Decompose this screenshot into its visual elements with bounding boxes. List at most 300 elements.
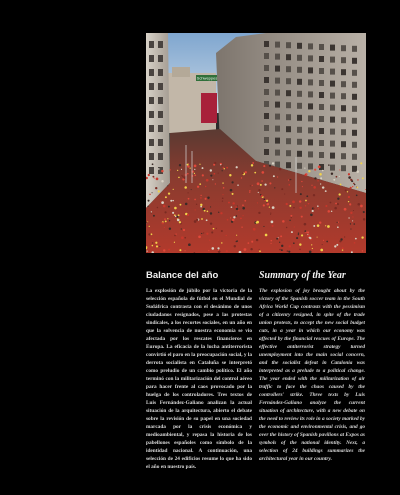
crowd-speck xyxy=(234,245,236,247)
crowd-speck xyxy=(337,226,339,228)
window xyxy=(297,127,302,133)
crowd-speck xyxy=(249,190,250,191)
crowd-speck xyxy=(363,218,365,220)
crowd-speck xyxy=(261,180,263,182)
crowd-speck xyxy=(237,184,239,186)
crowd-speck xyxy=(236,215,238,217)
window xyxy=(275,102,280,108)
crowd-speck xyxy=(205,186,206,187)
crowd-speck xyxy=(264,184,266,186)
window xyxy=(330,117,335,123)
window xyxy=(149,97,154,104)
crowd-speck xyxy=(348,173,350,175)
window xyxy=(158,97,163,104)
crowd-speck xyxy=(187,165,189,167)
window xyxy=(149,139,154,146)
crowd-speck xyxy=(279,242,280,243)
crowd-speck xyxy=(299,200,301,202)
crowd-speck xyxy=(328,164,330,166)
crowd-speck xyxy=(330,202,332,204)
crowd-speck xyxy=(163,249,165,251)
crowd-speck xyxy=(158,168,160,170)
crowd-speck xyxy=(270,214,271,215)
window xyxy=(275,138,280,144)
crowd-speck xyxy=(348,217,349,218)
crowd-speck xyxy=(337,198,339,200)
crowd-speck xyxy=(180,204,182,206)
window xyxy=(149,111,154,118)
crowd-speck xyxy=(206,179,209,182)
crowd-speck xyxy=(325,205,327,207)
crowd-speck xyxy=(207,196,209,198)
crowd-speck xyxy=(317,237,318,238)
crowd-speck xyxy=(194,173,195,174)
window xyxy=(264,113,269,119)
crowd-speck xyxy=(147,206,148,207)
crowd-speck xyxy=(334,245,336,247)
window xyxy=(308,115,313,121)
crowd-speck xyxy=(263,204,265,206)
window xyxy=(352,154,357,160)
crowd-speck xyxy=(313,208,315,210)
crowd-speck xyxy=(181,175,182,176)
crowd-speck xyxy=(293,242,295,244)
english-body: The explosion of joy brought about by the victory of the Spanish soccer team in the South Africa World Cup contrasts with the pessimism of a citizenry resigned, in spite of the trade union protests, to accept the new social budget cuts, in a year in which our economy was affected by the financial rescues of Europe. The effective antiterrorist strategy turned unemployment into the main social concern, and the socialist defeat in Catalonia was interpreted as a prelude to a political change. The year ended with the militarization of air traffic to face the chaos caused by the controllers' strike. Three texts by Luis Fernández-Galiano analyze the current situation of architecture, with a new debate on the need to review its role in a society marked by the economic and environmental crisis, and go over the history of Spanish pavilions at Expos as symbols of the national identity. Next, a selection of 24 buildings summarizes the architectural year in our country. xyxy=(259,288,365,462)
crowd-speck xyxy=(196,204,197,205)
crowd-speck xyxy=(349,203,351,205)
crowd-speck xyxy=(266,202,267,203)
window xyxy=(286,126,291,132)
crowd-speck xyxy=(249,192,250,193)
window xyxy=(352,106,357,112)
window xyxy=(308,67,313,73)
crowd-speck xyxy=(197,186,199,188)
crowd-speck xyxy=(304,168,305,169)
crowd-speck xyxy=(258,189,260,191)
crowd-speck xyxy=(270,243,271,244)
crowd-speck xyxy=(307,234,308,235)
crowd-speck xyxy=(245,171,247,173)
crowd-speck xyxy=(216,228,217,229)
crowd-speck xyxy=(242,204,244,206)
crowd-speck xyxy=(194,165,197,168)
crowd-speck xyxy=(196,219,198,221)
photo-illustration xyxy=(146,33,366,253)
crowd-speck xyxy=(261,195,263,197)
crowd-speck xyxy=(339,169,340,170)
crowd-speck xyxy=(206,219,208,221)
window xyxy=(264,137,269,143)
crowd-speck xyxy=(210,175,212,177)
crowd-speck xyxy=(244,200,246,202)
crowd-speck xyxy=(336,176,338,178)
window xyxy=(264,65,269,71)
crowd-speck xyxy=(313,186,316,189)
crowd-speck xyxy=(215,183,216,184)
crowd-speck xyxy=(178,214,180,216)
crowd-speck xyxy=(173,189,174,190)
crowd-speck xyxy=(155,242,157,244)
crowd-speck xyxy=(334,207,337,210)
crowd-speck xyxy=(205,198,207,200)
crowd-speck xyxy=(301,234,303,236)
crowd-speck xyxy=(338,193,340,195)
crowd-speck xyxy=(353,223,355,225)
crowd-speck xyxy=(269,165,271,167)
window xyxy=(330,165,335,171)
crowd-speck xyxy=(158,190,160,192)
crowd-speck xyxy=(211,247,214,250)
window xyxy=(297,79,302,85)
crowd-speck xyxy=(194,199,196,201)
window xyxy=(286,138,291,144)
crowd-speck xyxy=(352,220,353,221)
crowd-speck xyxy=(148,233,150,235)
crowd-speck xyxy=(360,205,363,208)
window xyxy=(297,151,302,157)
window xyxy=(352,82,357,88)
crowd-speck xyxy=(362,250,363,251)
crowd-speck xyxy=(152,176,154,178)
window xyxy=(352,58,357,64)
crowd-speck xyxy=(210,212,212,214)
window xyxy=(158,153,163,160)
crowd-speck xyxy=(168,192,170,194)
window xyxy=(330,129,335,135)
crowd-speck xyxy=(187,192,188,193)
crowd-speck xyxy=(200,197,202,199)
crowd-speck xyxy=(258,212,260,214)
window xyxy=(275,126,280,132)
crowd-speck xyxy=(292,201,295,204)
crowd-speck xyxy=(183,229,185,231)
crowd-speck xyxy=(317,205,319,207)
crowd-speck xyxy=(221,242,222,243)
crowd-speck xyxy=(314,177,316,179)
crowd-speck xyxy=(354,242,356,244)
crowd-speck xyxy=(169,228,171,230)
window xyxy=(308,139,313,145)
crowd-speck xyxy=(325,190,327,192)
crowd-speck xyxy=(306,195,308,197)
crowd-speck xyxy=(241,226,242,227)
crowd-speck xyxy=(356,170,359,173)
window xyxy=(319,80,324,86)
crowd-speck xyxy=(218,250,219,251)
window xyxy=(352,130,357,136)
crowd-speck xyxy=(266,200,268,202)
crowd-speck xyxy=(256,239,258,241)
crowd-speck xyxy=(227,219,229,221)
crowd-speck xyxy=(342,249,343,250)
crowd-speck xyxy=(323,240,324,241)
window xyxy=(149,41,154,48)
crowd-speck xyxy=(289,205,291,207)
crowd-speck xyxy=(168,206,170,208)
window xyxy=(319,128,324,134)
crowd-speck xyxy=(294,226,295,227)
crowd-speck xyxy=(336,244,338,246)
crowd-speck xyxy=(274,187,275,188)
spanish-column xyxy=(146,270,252,471)
window xyxy=(158,69,163,76)
window xyxy=(275,162,280,168)
crowd-speck xyxy=(229,174,231,176)
crowd-speck xyxy=(185,203,188,206)
crowd-speck xyxy=(286,227,287,228)
crowd-speck xyxy=(148,200,150,202)
window xyxy=(264,125,269,131)
crowd-speck xyxy=(181,169,182,170)
crowd-speck xyxy=(150,233,152,235)
crowd-speck xyxy=(337,203,339,205)
window xyxy=(264,89,269,95)
crowd-speck xyxy=(352,186,353,187)
crowd-speck xyxy=(299,243,301,245)
crowd-speck xyxy=(221,230,223,232)
crowd-speck xyxy=(286,203,288,205)
crowd-speck xyxy=(188,243,191,246)
crowd-speck xyxy=(301,181,302,182)
crowd-speck xyxy=(177,170,178,171)
crowd-speck xyxy=(161,170,164,173)
crowd-speck xyxy=(317,224,320,227)
crowd-speck xyxy=(350,179,352,181)
crowd-speck xyxy=(218,173,219,174)
crowd-speck xyxy=(174,242,175,243)
crowd-speck xyxy=(269,207,270,208)
crowd-speck xyxy=(304,230,306,232)
crowd-speck xyxy=(308,170,310,172)
crowd-speck xyxy=(236,241,237,242)
crowd-speck xyxy=(238,210,239,211)
crowd-speck xyxy=(149,226,150,227)
window xyxy=(319,104,324,110)
crowd-speck xyxy=(228,202,230,204)
window xyxy=(149,55,154,62)
crowd-speck xyxy=(147,251,148,252)
window xyxy=(319,68,324,74)
crowd-speck xyxy=(320,177,322,179)
crowd-speck xyxy=(232,219,235,222)
crowd-speck xyxy=(256,222,258,224)
crowd-speck xyxy=(250,185,251,186)
crowd-speck xyxy=(213,173,215,175)
crowd-speck xyxy=(194,220,197,223)
crowd-speck xyxy=(207,211,209,213)
crowd-speck xyxy=(319,179,320,180)
crowd-speck xyxy=(170,200,172,202)
window xyxy=(297,91,302,97)
crowd-speck xyxy=(184,186,187,189)
crowd-speck xyxy=(226,250,228,252)
crowd-speck xyxy=(200,195,201,196)
crowd-speck xyxy=(350,212,352,214)
crowd-speck xyxy=(304,223,307,226)
crowd-speck xyxy=(194,174,196,176)
window xyxy=(158,139,163,146)
crowd-speck xyxy=(154,178,155,179)
english-title: Summary of the Year xyxy=(259,270,346,281)
crowd-speck xyxy=(232,193,234,195)
crowd-speck xyxy=(287,250,289,252)
crowd-speck xyxy=(179,164,181,166)
crowd-speck xyxy=(348,176,351,179)
crowd-speck xyxy=(301,216,303,218)
crowd-speck xyxy=(328,210,331,213)
window xyxy=(308,103,313,109)
crowd-speck xyxy=(304,174,306,176)
crowd-speck xyxy=(165,221,167,223)
crowd-speck xyxy=(236,166,238,168)
crowd-speck xyxy=(252,185,253,186)
street-crowd-photo xyxy=(146,33,366,253)
crowd-speck xyxy=(172,200,173,201)
crowd-speck xyxy=(340,184,342,186)
crowd-speck xyxy=(212,179,213,180)
crowd-speck xyxy=(305,200,307,202)
crowd-speck xyxy=(184,250,185,251)
window xyxy=(308,55,313,61)
crowd-speck xyxy=(214,162,216,164)
crowd-speck xyxy=(179,221,181,223)
crowd-speck xyxy=(356,187,358,189)
crowd-speck xyxy=(276,238,278,240)
crowd-speck xyxy=(265,234,268,237)
crowd-speck xyxy=(318,208,319,209)
crowd-speck xyxy=(174,214,176,216)
crowd-speck xyxy=(331,211,332,212)
crowd-speck xyxy=(309,237,311,239)
crowd-speck xyxy=(201,218,203,220)
crowd-speck xyxy=(257,182,260,185)
crowd-speck xyxy=(333,179,335,181)
crowd-speck xyxy=(345,189,347,191)
crowd-speck xyxy=(254,172,256,174)
window xyxy=(352,142,357,148)
crowd-speck xyxy=(160,201,161,202)
window xyxy=(341,153,346,159)
crowd-speck xyxy=(310,213,313,216)
window xyxy=(330,105,335,111)
crowd-speck xyxy=(169,169,170,170)
window xyxy=(275,66,280,72)
crowd-speck xyxy=(202,174,204,176)
window xyxy=(330,81,335,87)
crowd-speck xyxy=(271,240,273,242)
crowd-speck xyxy=(350,229,351,230)
crowd-speck xyxy=(302,186,303,187)
crowd-speck xyxy=(289,220,290,221)
crowd-speck xyxy=(269,182,271,184)
window xyxy=(264,77,269,83)
crowd-speck xyxy=(260,184,262,186)
window xyxy=(149,153,154,160)
crowd-speck xyxy=(223,187,225,189)
crowd-speck xyxy=(350,187,352,189)
crowd-speck xyxy=(326,241,328,243)
crowd-speck xyxy=(203,232,204,233)
window xyxy=(330,153,335,159)
crowd-speck xyxy=(344,208,347,211)
crowd-speck xyxy=(355,238,357,240)
crowd-speck xyxy=(220,164,221,165)
crowd-speck xyxy=(313,194,315,196)
crowd-speck xyxy=(222,170,223,171)
window xyxy=(264,53,269,59)
crowd-speck xyxy=(188,198,190,200)
crowd-speck xyxy=(163,205,166,208)
window xyxy=(319,92,324,98)
crowd-speck xyxy=(319,173,322,176)
window xyxy=(286,78,291,84)
crowd-speck xyxy=(204,210,206,212)
window xyxy=(286,54,291,60)
crowd-speck xyxy=(277,176,278,177)
window xyxy=(341,81,346,87)
crowd-speck xyxy=(279,168,282,171)
window xyxy=(330,45,335,51)
window xyxy=(297,67,302,73)
crowd-speck xyxy=(299,249,300,250)
crowd-speck xyxy=(202,167,204,169)
crowd-speck xyxy=(314,169,316,171)
window xyxy=(352,118,357,124)
crowd-speck xyxy=(339,240,341,242)
crowd-speck xyxy=(220,212,222,214)
window xyxy=(275,114,280,120)
window xyxy=(149,83,154,90)
window xyxy=(352,94,357,100)
sign-text: Schweppes xyxy=(196,75,218,81)
crowd-speck xyxy=(320,183,321,184)
window xyxy=(352,166,357,172)
crowd-speck xyxy=(353,210,354,211)
crowd-speck xyxy=(157,207,159,209)
crowd-speck xyxy=(226,167,228,169)
crowd-speck xyxy=(305,205,306,206)
crowd-speck xyxy=(344,236,345,237)
crowd-speck xyxy=(311,244,312,245)
crowd-speck xyxy=(148,174,150,176)
window xyxy=(297,55,302,61)
window xyxy=(297,43,302,49)
crowd-speck xyxy=(251,164,253,166)
crowd-speck xyxy=(284,193,285,194)
crowd-speck xyxy=(242,215,243,216)
crowd-speck xyxy=(179,249,181,251)
spanish-title: Balance del año xyxy=(146,270,219,281)
crowd-speck xyxy=(156,245,158,247)
crowd-speck xyxy=(360,162,362,164)
crowd-speck xyxy=(206,233,208,235)
window xyxy=(264,41,269,47)
window xyxy=(149,69,154,76)
window xyxy=(352,70,357,76)
crowd-speck xyxy=(164,227,165,228)
crowd-speck xyxy=(187,214,189,216)
crowd-speck xyxy=(178,177,180,179)
crowd-speck xyxy=(222,200,223,201)
crowd-speck xyxy=(298,234,299,235)
crowd-speck xyxy=(288,184,290,186)
crowd-speck xyxy=(338,221,339,222)
crowd-speck xyxy=(223,167,225,169)
crowd-speck xyxy=(259,249,260,250)
crowd-speck xyxy=(280,235,282,237)
billboard xyxy=(201,93,217,123)
window xyxy=(319,116,324,122)
